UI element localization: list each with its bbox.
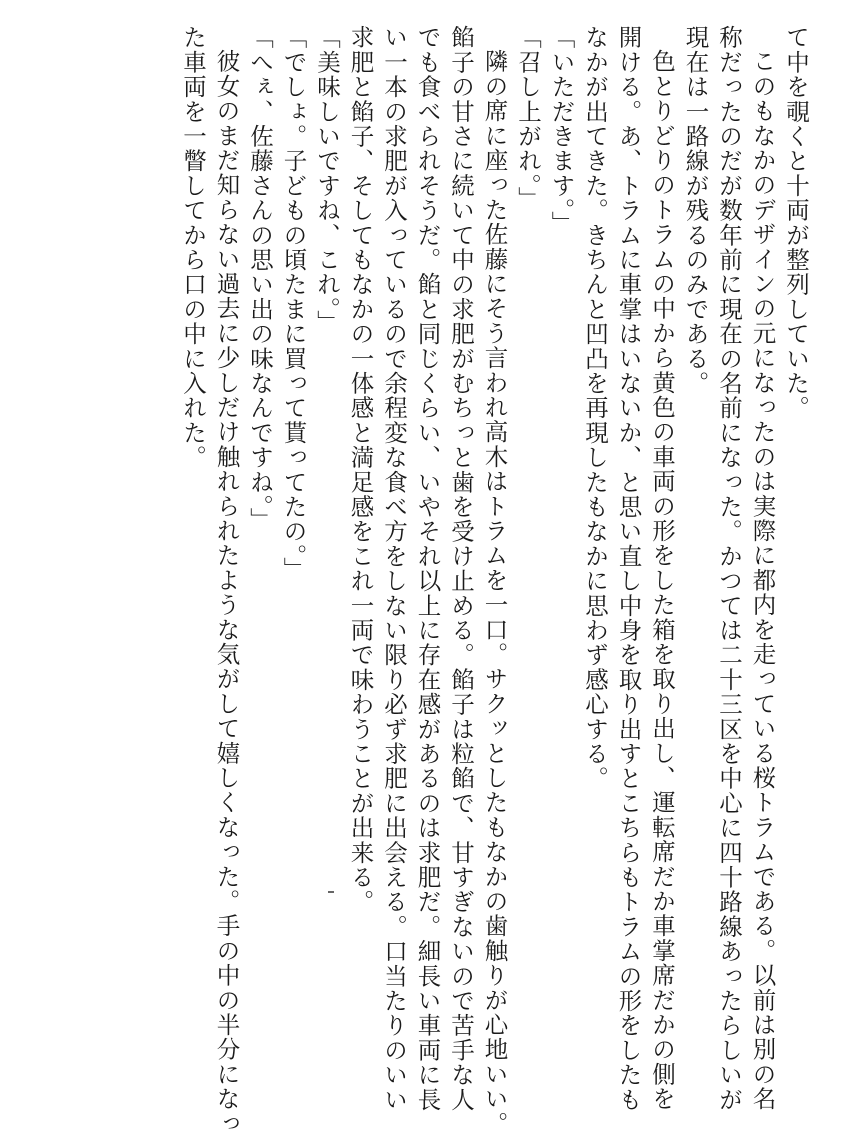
dialogue-line: 「いただきます。」 (547, 25, 576, 236)
text-line: て中を覗くと十両が整列していた。 (782, 25, 810, 421)
text-line: でも食べられそうだ。餡と同じくらい、いやそれ以上に存在感があるのは求肥だ。細長い車両に長 (413, 25, 442, 1112)
text-line: 色とりどりのトラムの中から黄色の車両の形をした箱を取り出し、運転席だか車掌席だかの側を (648, 48, 676, 1111)
text-line: た車両を一瞥してから口の中に入れた。 (179, 25, 207, 470)
page-edge-mark (328, 891, 334, 893)
dialogue-line: 「召し上がれ。」 (514, 25, 542, 211)
text-line: 称だったのだが数年前に現在の名前になった。かつては二十三区を中心に四十路線あったらしいが (715, 25, 743, 1112)
text-line: 求肥と餡子、そしてもなかの一体感と満足感をこれ一両で味わうことが出来る。 (346, 25, 375, 915)
text-line: い一本の求肥が入っているので余程変な食べ方をしない限り必ず求肥に出会える。口当たりのいい (380, 25, 408, 1112)
text-line: 隣の席に座った佐藤にそう言われ高木はトラムを一口。サクッとしたもなかの歯触りが心地いい。 (480, 48, 509, 1135)
dialogue-line: 「へぇ、佐藤さんの思い出の味なんですね。」 (246, 25, 274, 532)
dialogue-line: 「でしょ。子どもの頃たまに買って貰ってたの。」 (279, 25, 308, 582)
text-line: 開ける。あ、トラムに車掌はいないか、と思い直し中身を取り出すとこちらもトラムの形をしたも (614, 25, 643, 1112)
text-line: 餡子の甘さに続いて中の求肥がむちっと歯を受け止める。餡子は粒餡で、甘すぎないので苦手な人 (447, 25, 475, 1112)
text-line: このもなかのデザインの元になったのは実際に都内を走っている桜トラムである。以前は別の名 (748, 48, 777, 1111)
text-line: なかが出てきた。きちんと凹凸を再現したもなかに思わず感心する。 (581, 25, 609, 791)
text-line: 現在は一路線が残るのみである。 (681, 25, 710, 396)
text-line: 彼女のまだ知らない過去に少しだけ触れられたような気がして嬉しくなった。手の中の半分になっ (212, 48, 241, 1135)
vertical-text-body (22, 25, 812, 1135)
dialogue-line: 「美味しいですね、これ。」 (313, 25, 341, 335)
